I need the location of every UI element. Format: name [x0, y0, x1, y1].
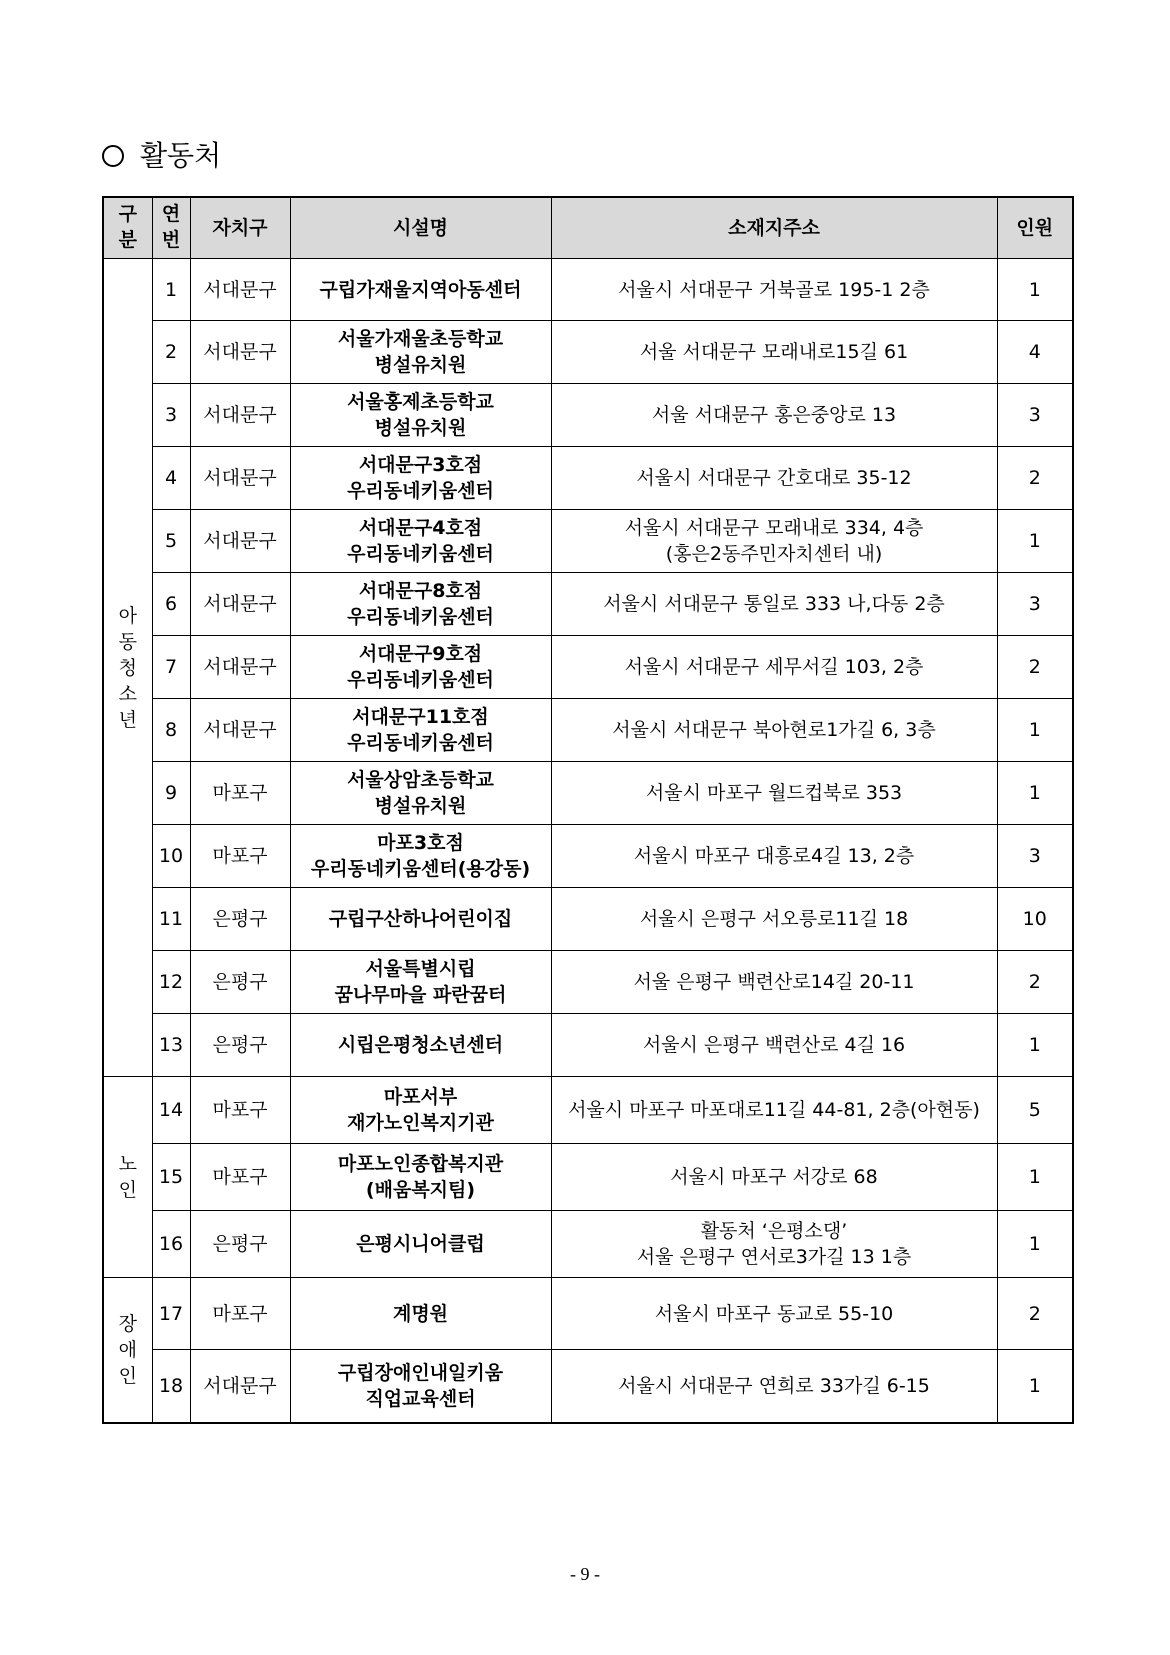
address-cell — [551, 259, 997, 321]
address-cell — [551, 573, 997, 636]
row-number: 18 — [152, 1350, 190, 1423]
facility-line: 구립장애인내일키움 — [337, 1361, 504, 1384]
category-text: 아동청소년 — [118, 604, 137, 731]
table-row — [103, 951, 1073, 1014]
facility-cell — [290, 825, 551, 888]
address-line: 서울시 서대문구 세무서길 103, 2층 — [624, 656, 924, 678]
facility-line: 병설유치원 — [374, 354, 467, 376]
table-header-row — [103, 197, 1073, 259]
facility-cell — [290, 1211, 551, 1278]
table-row — [103, 1077, 1073, 1144]
people-cell: 1 — [997, 699, 1073, 762]
facility-cell — [290, 1077, 551, 1144]
facility-line: 구립가재울지역아동센터 — [319, 278, 522, 301]
section-title-text: 활동처 — [140, 139, 222, 172]
header-category-text: 구분 — [118, 203, 137, 251]
district-cell: 서대문구 — [190, 573, 290, 636]
district-cell: 은평구 — [190, 1211, 290, 1278]
row-number: 3 — [152, 384, 190, 447]
address-cell — [551, 636, 997, 699]
facility-line: 서대문구4호점 — [358, 517, 483, 539]
table-row — [103, 699, 1073, 762]
row-number: 15 — [152, 1144, 190, 1211]
address-cell — [551, 447, 997, 510]
facility-line: 직업교육센터 — [365, 1387, 476, 1410]
row-number: 5 — [152, 510, 190, 573]
people-cell: 2 — [997, 951, 1073, 1014]
table-row — [103, 1211, 1073, 1278]
district-cell: 은평구 — [190, 1014, 290, 1077]
category-cell — [103, 1278, 152, 1423]
people-cell: 3 — [997, 825, 1073, 888]
address-cell — [551, 762, 997, 825]
row-number: 1 — [152, 259, 190, 321]
address-cell — [551, 321, 997, 384]
facility-cell — [290, 1014, 551, 1077]
header-no-text: 연번 — [161, 203, 181, 251]
facility-cell — [290, 1350, 551, 1423]
facility-line: 은평시니어클럽 — [356, 1233, 485, 1255]
people-cell: 3 — [997, 384, 1073, 447]
section-title — [102, 136, 221, 176]
facility-cell — [290, 259, 551, 321]
facility-cell — [290, 447, 551, 510]
address-cell — [551, 384, 997, 447]
row-number: 13 — [152, 1014, 190, 1077]
people-cell: 1 — [997, 510, 1073, 573]
header-no — [152, 197, 190, 259]
people-cell: 2 — [997, 1278, 1073, 1350]
facility-line: 서울상암초등학교 — [347, 769, 494, 791]
address-cell — [551, 1144, 997, 1211]
people-cell: 1 — [997, 1014, 1073, 1077]
header-district: 자치구 — [190, 197, 290, 259]
table-row — [103, 510, 1073, 573]
row-number: 9 — [152, 762, 190, 825]
row-number: 10 — [152, 825, 190, 888]
address-cell — [551, 825, 997, 888]
address-cell — [551, 951, 997, 1014]
facility-line: 계명원 — [392, 1302, 449, 1325]
address-line: 활동처 ‘은평소댕’ — [700, 1220, 848, 1242]
facility-line: 서대문구8호점 — [358, 580, 483, 602]
address-line: 서울시 마포구 월드컵북로 353 — [645, 782, 903, 804]
district-cell: 서대문구 — [190, 447, 290, 510]
facility-line: 구립구산하나어린이집 — [328, 908, 513, 930]
row-number: 8 — [152, 699, 190, 762]
address-line: 서울시 은평구 서오릉로11길 18 — [639, 908, 909, 930]
address-cell — [551, 1211, 997, 1278]
table-row — [103, 636, 1073, 699]
district-cell: 서대문구 — [190, 636, 290, 699]
facility-line: 병설유치원 — [374, 795, 467, 817]
facility-line: (배움복지팀) — [365, 1179, 476, 1201]
district-cell: 마포구 — [190, 762, 290, 825]
facility-line: 시립은평청소년센터 — [337, 1034, 504, 1056]
row-number: 2 — [152, 321, 190, 384]
table-row — [103, 888, 1073, 951]
facility-line: 마포노인종합복지관 — [337, 1153, 504, 1175]
address-cell — [551, 888, 997, 951]
table-row — [103, 1278, 1073, 1350]
table-row — [103, 447, 1073, 510]
circle-bullet-icon — [102, 145, 124, 167]
facility-line: 우리동네키움센터 — [347, 669, 494, 691]
facility-cell — [290, 888, 551, 951]
address-cell — [551, 1278, 997, 1350]
people-cell: 1 — [997, 1350, 1073, 1423]
facility-line: 서대문구3호점 — [358, 454, 483, 476]
facility-line: 마포3호점 — [377, 832, 464, 854]
district-cell: 서대문구 — [190, 384, 290, 447]
page-number: - 9 - — [570, 1564, 600, 1584]
table-row — [103, 1014, 1073, 1077]
address-line: 서울시 서대문구 거북골로 195-1 2층 — [618, 278, 930, 301]
facility-line: 재가노인복지기관 — [347, 1112, 494, 1134]
table-row — [103, 573, 1073, 636]
people-cell: 3 — [997, 573, 1073, 636]
facility-cell — [290, 1278, 551, 1350]
table-row — [103, 384, 1073, 447]
facility-line: 서울특별시립 — [365, 958, 476, 980]
people-cell: 4 — [997, 321, 1073, 384]
category-cell — [103, 259, 152, 1077]
address-line: (홍은2동주민자치센터 내) — [665, 543, 883, 565]
table-row — [103, 825, 1073, 888]
facility-line: 우리동네키움센터 — [347, 543, 494, 565]
facility-line: 우리동네키움센터 — [347, 606, 494, 628]
district-cell: 서대문구 — [190, 259, 290, 321]
category-cell — [103, 1077, 152, 1278]
people-cell: 1 — [997, 1144, 1073, 1211]
address-cell — [551, 510, 997, 573]
address-line: 서울시 서대문구 모래내로 334, 4층 — [624, 517, 924, 539]
row-number: 7 — [152, 636, 190, 699]
facility-cell — [290, 1144, 551, 1211]
facility-line: 서울가재울초등학교 — [337, 328, 504, 350]
address-cell — [551, 1014, 997, 1077]
facility-cell — [290, 321, 551, 384]
table-row — [103, 1144, 1073, 1211]
address-line: 서울시 서대문구 간호대로 35-12 — [636, 467, 912, 489]
people-cell: 5 — [997, 1077, 1073, 1144]
row-number: 4 — [152, 447, 190, 510]
people-cell: 1 — [997, 259, 1073, 321]
district-cell: 마포구 — [190, 1144, 290, 1211]
facility-cell — [290, 636, 551, 699]
category-text: 노인 — [118, 1153, 137, 1201]
district-cell: 서대문구 — [190, 321, 290, 384]
activity-sites-table — [102, 196, 1074, 1424]
district-cell: 마포구 — [190, 1278, 290, 1350]
address-line: 서울시 서대문구 연희로 33가길 6-15 — [618, 1374, 930, 1397]
facility-line: 마포서부 — [383, 1086, 458, 1108]
facility-cell — [290, 699, 551, 762]
facility-line: 우리동네키움센터 — [347, 480, 494, 502]
people-cell: 1 — [997, 762, 1073, 825]
district-cell: 은평구 — [190, 888, 290, 951]
address-line: 서울 은평구 백련산로14길 20-11 — [633, 971, 915, 993]
facility-line: 서대문구9호점 — [358, 643, 483, 665]
district-cell: 서대문구 — [190, 699, 290, 762]
address-line: 서울 은평구 연서로3가길 13 1층 — [636, 1246, 912, 1268]
people-cell: 2 — [997, 447, 1073, 510]
category-text: 장애인 — [118, 1312, 137, 1387]
address-cell — [551, 699, 997, 762]
facility-cell — [290, 384, 551, 447]
facility-line: 우리동네키움센터 — [347, 732, 494, 754]
facility-cell — [290, 573, 551, 636]
people-cell: 2 — [997, 636, 1073, 699]
address-cell — [551, 1350, 997, 1423]
district-cell: 마포구 — [190, 1077, 290, 1144]
facility-line: 꿈나무마을 파란꿈터 — [334, 984, 507, 1006]
table-row — [103, 1350, 1073, 1423]
address-line: 서울시 마포구 서강로 68 — [670, 1166, 878, 1188]
address-line: 서울시 마포구 대흥로4길 13, 2층 — [633, 845, 915, 867]
address-line: 서울 서대문구 홍은중앙로 13 — [651, 404, 897, 426]
facility-cell — [290, 951, 551, 1014]
address-line: 서울시 서대문구 북아현로1가길 6, 3층 — [612, 719, 936, 741]
district-cell: 서대문구 — [190, 510, 290, 573]
address-cell — [551, 1077, 997, 1144]
row-number: 11 — [152, 888, 190, 951]
row-number: 16 — [152, 1211, 190, 1278]
table-row — [103, 259, 1073, 321]
row-number: 14 — [152, 1077, 190, 1144]
header-facility: 시설명 — [290, 197, 551, 259]
district-cell: 서대문구 — [190, 1350, 290, 1423]
table-row — [103, 321, 1073, 384]
header-category — [103, 197, 152, 259]
facility-line: 병설유치원 — [374, 417, 467, 439]
people-cell: 1 — [997, 1211, 1073, 1278]
people-cell: 10 — [997, 888, 1073, 951]
facility-line: 우리동네키움센터(용강동) — [310, 858, 531, 880]
row-number: 12 — [152, 951, 190, 1014]
district-cell: 은평구 — [190, 951, 290, 1014]
header-people: 인원 — [997, 197, 1073, 259]
address-line: 서울 서대문구 모래내로15길 61 — [639, 341, 909, 363]
row-number: 17 — [152, 1278, 190, 1350]
address-line: 서울시 마포구 마포대로11길 44-81, 2층(아현동) — [568, 1099, 980, 1121]
header-address: 소재지주소 — [551, 197, 997, 259]
address-line: 서울시 마포구 동교로 55-10 — [654, 1302, 894, 1325]
facility-cell — [290, 510, 551, 573]
address-line: 서울시 은평구 백련산로 4길 16 — [642, 1034, 906, 1056]
district-cell: 마포구 — [190, 825, 290, 888]
row-number: 6 — [152, 573, 190, 636]
address-line: 서울시 서대문구 통일로 333 나,다동 2층 — [603, 593, 945, 615]
table-row — [103, 762, 1073, 825]
facility-line: 서대문구11호점 — [352, 706, 489, 728]
facility-line: 서울홍제초등학교 — [347, 391, 494, 413]
facility-cell — [290, 762, 551, 825]
